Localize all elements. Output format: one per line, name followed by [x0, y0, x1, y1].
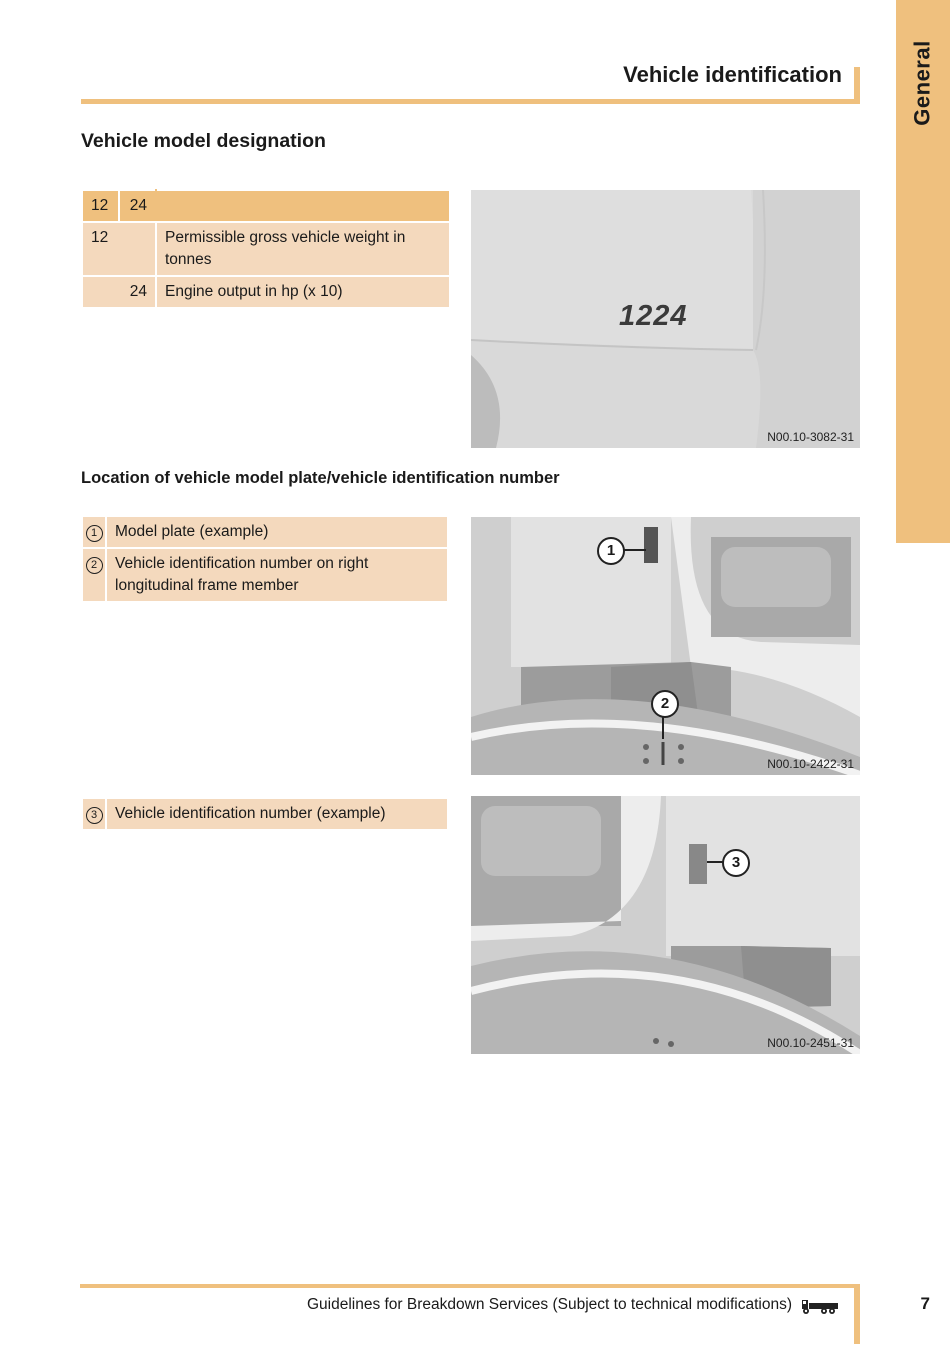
table-row [82, 798, 448, 830]
side-tab-label: General [910, 39, 935, 126]
table-cell: Vehicle identification number on right longitudinal frame member [106, 548, 448, 602]
table-cell [82, 798, 106, 830]
vin-location-photo [471, 796, 860, 1054]
truck-icon [801, 1297, 839, 1315]
image-code: N00.10-2422-31 [767, 757, 854, 771]
table-cell: 24 [119, 190, 156, 222]
frame-location-photo [471, 517, 860, 775]
section-heading-model-designation: Vehicle model designation [81, 130, 326, 152]
table-cell [156, 190, 450, 222]
callout-1 [597, 537, 625, 565]
page-number: 7 [920, 1294, 930, 1313]
callout-label: 2 [660, 695, 670, 712]
table-cell: 24 [119, 276, 156, 308]
image-code: N00.10-2451-31 [767, 1036, 854, 1050]
footer-text: Guidelines for Breakdown Services (Subject to technical modifications) [306, 1296, 792, 1313]
plate-location-table [81, 515, 449, 603]
table-cell: Engine output in hp (x 10) [156, 276, 450, 308]
table-cell: Vehicle identification number (example) [106, 798, 448, 830]
header-rule [81, 99, 860, 104]
table-cell: Model plate (example) [106, 516, 448, 548]
table-cell [82, 276, 119, 308]
section-heading-plate-location: Location of vehicle model plate/vehicle identification number [81, 469, 560, 487]
frame-illustration [471, 517, 860, 775]
vin-table [81, 797, 449, 831]
model-designation-table [81, 189, 451, 309]
callout-label: 3 [731, 854, 741, 871]
callout-3 [722, 849, 750, 877]
page-title: Vehicle identification [623, 62, 842, 87]
callout-number: 3 [86, 807, 103, 824]
callout-number: 1 [86, 525, 103, 542]
callout-number: 2 [86, 557, 103, 574]
header-tick [854, 67, 860, 104]
table-cell: 12 [82, 190, 119, 222]
vin-illustration [471, 796, 860, 1054]
table-cell [119, 222, 156, 276]
image-code: N00.10-3082-31 [767, 430, 854, 444]
table-row [82, 222, 450, 276]
table-row [82, 276, 450, 308]
table-cell [82, 516, 106, 548]
footer-rule [80, 1284, 860, 1288]
model-badge-text: 1224 [619, 300, 688, 332]
footer-tick [854, 1284, 860, 1344]
table-row [82, 548, 448, 602]
callout-label: 1 [606, 542, 616, 559]
table-header-row [82, 190, 450, 222]
table-cell: Permissible gross vehicle weight in tonnes [156, 222, 450, 276]
side-tab-label-box [896, 0, 950, 165]
table-cell [82, 548, 106, 602]
table-row [82, 516, 448, 548]
table-cell: 12 [82, 222, 119, 276]
model-badge-photo [471, 190, 860, 448]
callout-2 [651, 690, 679, 718]
